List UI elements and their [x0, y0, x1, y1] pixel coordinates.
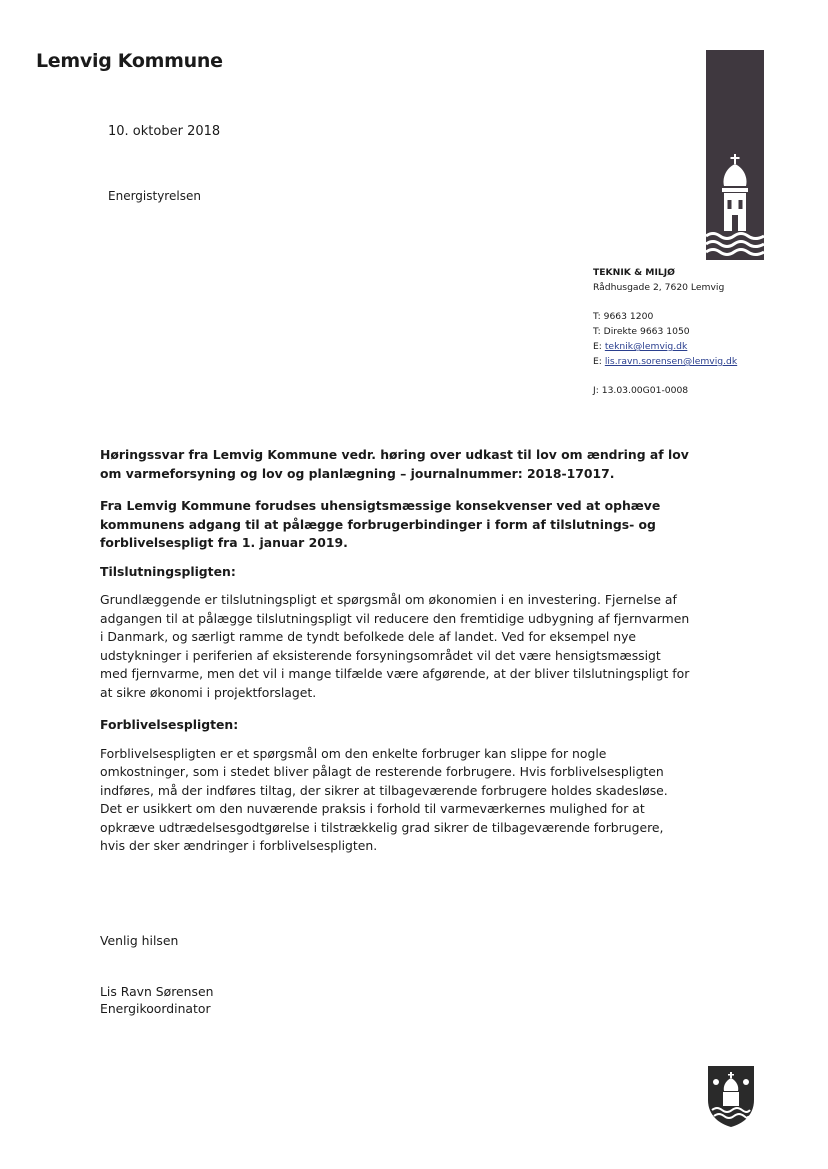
signer-title: Energikoordinator [100, 1001, 211, 1016]
sender-email2-label: E: [593, 356, 602, 367]
sender-address: Rådhusgade 2, 7620 Lemvig [593, 282, 725, 293]
municipality-banner-logo [706, 50, 764, 260]
section-heading-forblivelsespligten: Forblivelsespligten: [100, 717, 239, 732]
sender-email-row [593, 339, 793, 354]
letter-lead: Fra Lemvig Kommune forudses uhensigtsmæssige konsekvenser ved at ophæve kommunens adgang til at pålægge forbrugerbindinger i form af tilslutnings- og forblivelsespligt fra 1. januar 2019. [100, 498, 661, 550]
sender-email-label: E: [593, 341, 602, 352]
journal-number: J: 13.03.00G01-0008 [593, 385, 689, 396]
sender-email-link[interactable]: teknik@lemvig.dk [604, 341, 688, 352]
signature-block [100, 983, 213, 1017]
letter-body [100, 446, 690, 870]
sender-email2-row [593, 354, 793, 369]
section-heading-tilslutningspligten: Tilslutningspligten: [100, 563, 236, 579]
sender-department: TEKNIK & MILJØ [593, 267, 675, 278]
letter-subject: Høringssvar fra Lemvig Kommune vedr. høring over udkast til lov om ændring af lov om varmeforsyning og lov og planlægning – journalnummer: 2018-17017. [100, 447, 689, 481]
closing-greeting: Venlig hilsen [100, 933, 179, 948]
coat-of-arms-seal [706, 1064, 756, 1128]
recipient: Energistyrelsen [108, 189, 201, 203]
section-text-forblivelsespligten: Forblivelsespligten er et spørgsmål om den enkelte forbruger kan slippe for nogle omkostninger, som i stedet bliver pålagt de resterende forbrugere. Hvis forblivelsespligten indføres, må der indføres tiltag, der sikrer at tilbageværende forbrugere holdes skadesløse. Det er usikkert om den nuværende praksis i forhold til varmeværkernes mulighed for at opkræve udtrædelsesgodtgørelse i tilstrækkelig grad sikrer de tilbageværende forbrugere, hvis der sker ændringer i forblivelsespligten. [100, 745, 668, 853]
sender-direct-phone: T: Direkte 9663 1050 [593, 326, 690, 337]
signer-name: Lis Ravn Sørensen [100, 984, 214, 999]
sender-email2-link[interactable]: lis.ravn.sorensen@lemvig.dk [604, 356, 738, 367]
letter-date: 10. oktober 2018 [108, 124, 221, 139]
sender-info [593, 265, 793, 398]
organization-name: Lemvig Kommune [36, 50, 223, 72]
section-text-tilslutningspligten: Grundlæggende er tilslutningspligt et spørgsmål om økonomien i en investering. Fjernelse af adgangen til at pålægge tilslutningspligt vil reducere den fremtidige udbygning af fjernvarmen i Danmark, og særligt ramme de tyndt befolkede dele af landet. Ved for eksempel nye udstykninger i periferien af eksisterende forsyningsområdet vil det være hensigtsmæssigt med fjernvarme, men det vil i mange tilfælde være afgørende, at der bliver tilslutningspligt for at sikre økonomi i projektforslaget. [100, 592, 690, 700]
sender-phone: T: 9663 1200 [593, 311, 654, 322]
